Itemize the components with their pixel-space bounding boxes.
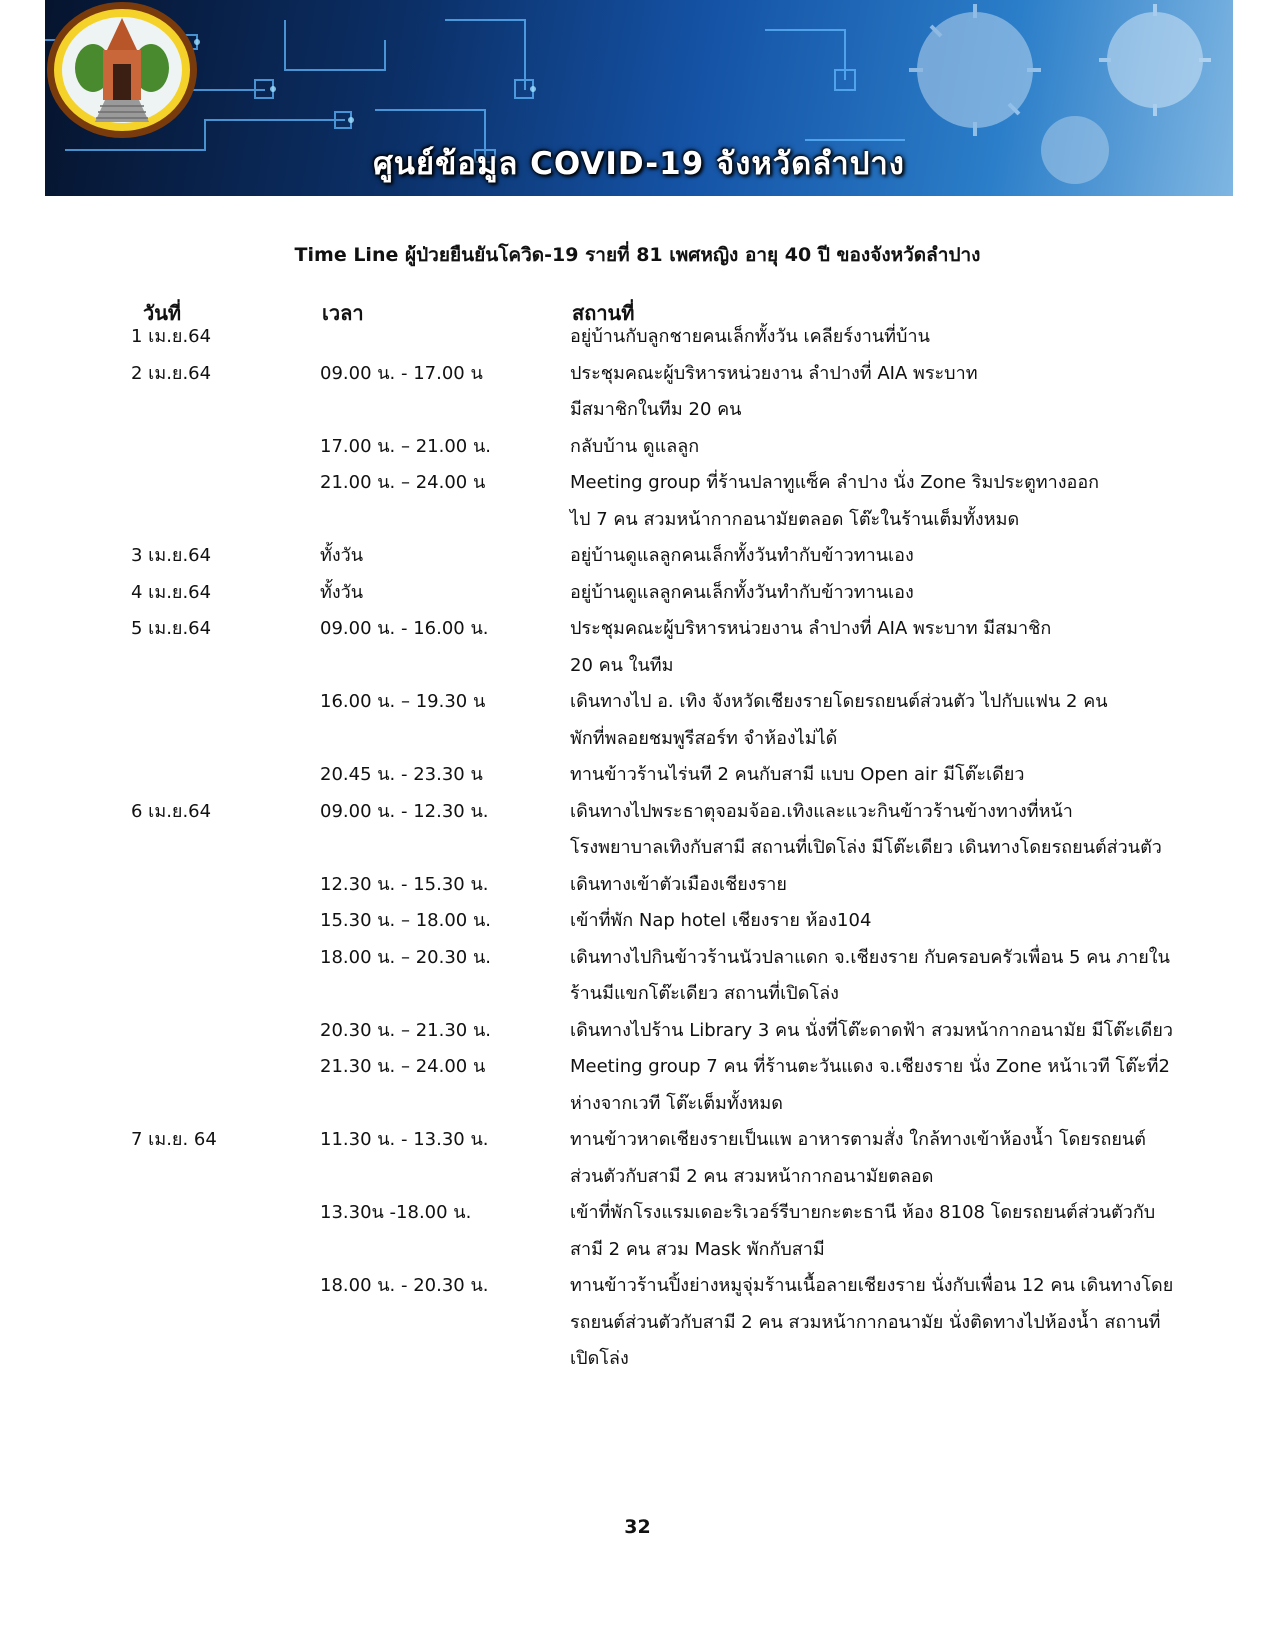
timeline-time: 12.30 น. - 15.30 น. xyxy=(320,873,489,895)
timeline-place: อยู่บ้านดูแลลูกคนเล็กทั้งวันทำกับข้าวทานเอง xyxy=(570,545,914,566)
timeline-place: เดินทางไปพระธาตุจอมจ้ออ.เทิงและแวะกินข้าวร้านข้างทางที่หน้า xyxy=(570,800,1073,822)
timeline-time: 15.30 น. – 18.00 น. xyxy=(320,910,491,931)
timeline-time: 18.00 น. – 20.30 น. xyxy=(320,946,491,968)
timeline-time: 16.00 น. – 19.30 น xyxy=(320,691,486,712)
timeline-time: 11.30 น. - 13.30 น. xyxy=(320,1129,489,1150)
timeline-time: ทั้งวัน xyxy=(320,545,364,566)
timeline-place: อยู่บ้านดูแลลูกคนเล็กทั้งวันทำกับข้าวทานเอง xyxy=(570,581,914,603)
timeline-place: ประชุมคณะผู้บริหารหน่วยงาน ลำปางที่ AIA พระบาท xyxy=(570,362,978,384)
timeline-date: 6 เม.ย.64 xyxy=(131,800,212,822)
timeline-time: 21.00 น. – 24.00 น xyxy=(320,472,486,493)
timeline-time: 20.30 น. – 21.30 น. xyxy=(320,1019,491,1041)
timeline-time: 09.00 น. - 17.00 น xyxy=(320,362,483,384)
timeline-place: ร้านมีแขกโต๊ะเดียว สถานที่เปิดโล่ง xyxy=(570,983,839,1004)
lampang-province-seal-icon xyxy=(45,0,199,140)
timeline-place: 20 คน ในทีม xyxy=(570,654,674,676)
timeline-place: เดินทางไป อ. เทิง จังหวัดเชียงรายโดยรถยนต์ส่วนตัว ไปกับแฟน 2 คน xyxy=(570,691,1108,712)
header-banner xyxy=(45,0,1233,196)
timeline-time: 09.00 น. - 16.00 น. xyxy=(320,618,489,639)
column-header-date: วันที่ xyxy=(143,301,182,325)
timeline-date: 3 เม.ย.64 xyxy=(131,545,212,566)
timeline-place: Meeting group ที่ร้านปลาทูแซ็ค ลำปาง นั่ง Zone ริมประตูทางออก xyxy=(570,472,1100,493)
timeline-date: 2 เม.ย.64 xyxy=(131,362,212,384)
timeline-place: เดินทางเข้าตัวเมืองเชียงราย xyxy=(570,873,787,895)
timeline-place: ประชุมคณะผู้บริหารหน่วยงาน ลำปางที่ AIA พระบาท มีสมาชิก xyxy=(570,618,1052,639)
timeline-time: 17.00 น. – 21.00 น. xyxy=(320,435,491,457)
timeline-date: 5 เม.ย.64 xyxy=(131,618,212,639)
timeline-place: เข้าที่พักโรงแรมเดอะริเวอร์รีบายกะตะธานี ห้อง 8108 โดยรถยนต์ส่วนตัวกับ xyxy=(570,1202,1156,1223)
document-title: Time Line ผู้ป่วยยืนยันโควิด-19 รายที่ 81 เพศหญิง อายุ 40 ปี ของจังหวัดลำปาง xyxy=(294,244,981,266)
timeline-time: ทั้งวัน xyxy=(320,581,364,603)
timeline-time: 13.30น -18.00 น. xyxy=(320,1202,472,1223)
timeline-place: เดินทางไปร้าน Library 3 คน นั่งที่โต๊ะดาดฟ้า สวมหน้ากากอนามัย มีโต๊ะเดียว xyxy=(570,1019,1174,1041)
timeline-place: เข้าที่พัก Nap hotel เชียงราย ห้อง104 xyxy=(570,910,872,931)
timeline-time: 21.30 น. – 24.00 น xyxy=(320,1056,486,1077)
timeline-place: เปิดโล่ง xyxy=(570,1348,629,1369)
timeline-date: 4 เม.ย.64 xyxy=(131,581,212,603)
timeline-place: ส่วนตัวกับสามี 2 คน สวมหน้ากากอนามัยตลอด xyxy=(570,1165,934,1187)
timeline-place: รถยนต์ส่วนตัวกับสามี 2 คน สวมหน้ากากอนามัย นั่งติดทางไปห้องน้ำ สถานที่ xyxy=(570,1311,1161,1333)
timeline-place: สามี 2 คน สวม Mask พักกับสามี xyxy=(570,1238,825,1260)
timeline-time: 20.45 น. - 23.30 น xyxy=(320,764,483,785)
timeline-place: ทานข้าวร้านปิ้งย่างหมูจุ่มร้านเนื้อลายเชียงราย นั่งกับเพื่อน 12 คน เดินทางโดย xyxy=(570,1275,1174,1296)
timeline-place: ทานข้าวหาดเชียงรายเป็นแพ อาหารตามสั่ง ใกล้ทางเข้าห้องน้ำ โดยรถยนต์ xyxy=(570,1129,1146,1150)
timeline-place: อยู่บ้านกับลูกชายคนเล็กทั้งวัน เคลียร์งานที่บ้าน xyxy=(570,326,930,347)
timeline-place: Meeting group 7 คน ที่ร้านตะวันแดง จ.เชียงราย นั่ง Zone หน้าเวที โต๊ะที่2 xyxy=(570,1056,1170,1077)
timeline-date: 7 เม.ย. 64 xyxy=(131,1129,217,1150)
timeline-place: มีสมาชิกในทีม 20 คน xyxy=(570,399,742,420)
column-header-time: เวลา xyxy=(322,301,364,325)
timeline-place: กลับบ้าน ดูแลลูก xyxy=(570,435,700,457)
timeline-place: เดินทางไปกินข้าวร้านนัวปลาแดก จ.เชียงราย กับครอบครัวเพื่อน 5 คน ภายใน xyxy=(570,946,1170,968)
column-header-place: สถานที่ xyxy=(572,301,635,325)
timeline-place: ห่างจากเวที โต๊ะเต็มทั้งหมด xyxy=(570,1092,783,1114)
timeline-time: 09.00 น. - 12.30 น. xyxy=(320,800,489,822)
banner-title: ศูนย์ข้อมูล COVID-19 จังหวัดลำปาง xyxy=(373,146,905,182)
timeline-place: พักที่พลอยชมพูรีสอร์ท จำห้องไม่ได้ xyxy=(570,727,838,749)
timeline-place: ไป 7 คน สวมหน้ากากอนามัยตลอด โต๊ะในร้านเต็มทั้งหมด xyxy=(570,508,1020,530)
timeline-date: 1 เม.ย.64 xyxy=(131,326,212,347)
page-number: 32 xyxy=(624,1516,651,1538)
timeline-place: ทานข้าวร้านไร่นที 2 คนกับสามี แบบ Open air มีโต๊ะเดียว xyxy=(570,764,1025,785)
timeline-place: โรงพยาบาลเทิงกับสามี สถานที่เปิดโล่ง มีโต๊ะเดียว เดินทางโดยรถยนต์ส่วนตัว xyxy=(570,837,1162,858)
timeline-time: 18.00 น. - 20.30 น. xyxy=(320,1275,489,1296)
